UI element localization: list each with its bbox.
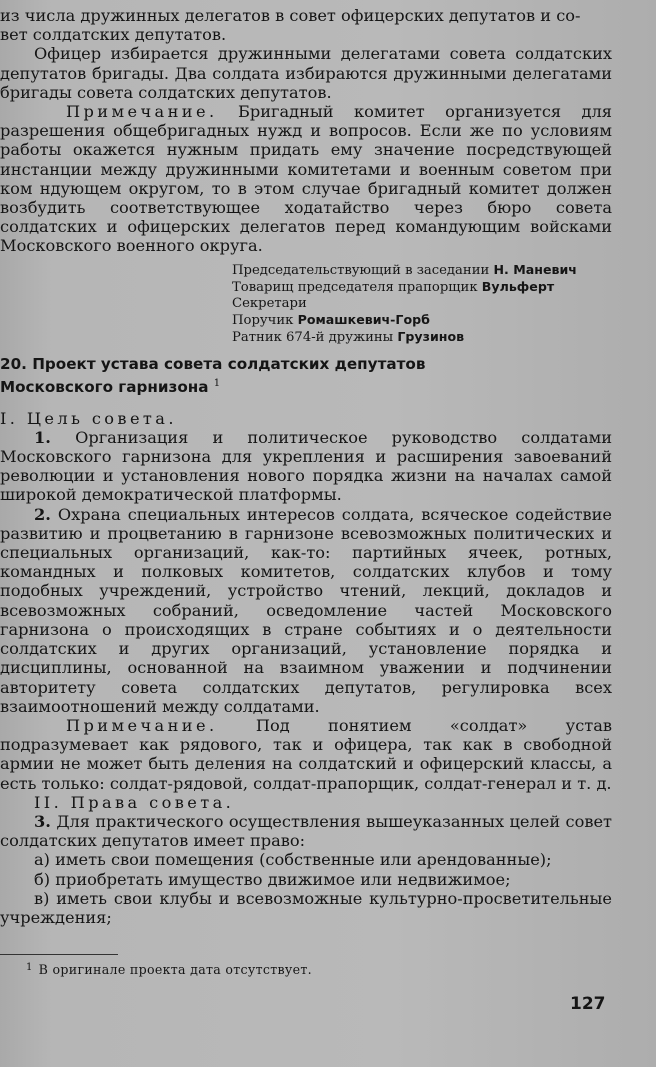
- note-text: Под понятием «солдат» устав подразумевает как рядового, так и офицера, так как в свободной армии не может быть деления на солдатский и офицерский классы, а есть только: солдат-рядовой, солдат-прапорщик, солдат-генерал и т. д.: [0, 715, 612, 793]
- page-text: [0, 6, 612, 927]
- clause-text: Организация и политическое руководство солдатами Московского гарнизона для укрепления и расширения завоеваний революции и установления нового порядка жизни на началах самой широкой демократической платформы.: [0, 427, 612, 505]
- page-number: 127: [570, 994, 606, 1014]
- document-title: [0, 355, 612, 397]
- officer-paragraph: Офицер избирается дружинными делегатами совета солдатских депутатов бригады. Два солдата избираются дружинными делегатами бригады совета солдатских депутатов.: [0, 44, 612, 102]
- signature-block: [232, 262, 612, 347]
- note-label: Примечание.: [66, 102, 218, 122]
- clause-3: [0, 812, 612, 850]
- continuation-line-2: вет солдатских депутатов.: [0, 25, 227, 45]
- signature-name: Грузинов: [397, 329, 465, 345]
- signature-role: Председательствующий в заседании: [232, 262, 490, 278]
- signature-name: Вульферт: [481, 278, 555, 294]
- signature-line: [232, 329, 612, 346]
- footnote-mark: 1: [26, 962, 33, 973]
- continuation-text: [0, 6, 612, 44]
- clause-1: [0, 428, 612, 505]
- signature-line: [232, 262, 612, 279]
- section-heading-text: I. Цель совета.: [0, 408, 177, 428]
- clause-text: Для практического осуществления вышеуказанных целей совет солдатских депутатов имеет право:: [0, 811, 612, 851]
- sub-item: в) иметь свои клубы и всевозможные культурно-просветительные учреждения;: [0, 888, 612, 927]
- clause-2: [0, 505, 612, 716]
- clause-text: Охрана специальных интересов солдата, всяческое содействие развитию и процветанию в гарнизоне всевозможных политических и специальных организаций, как-то: партийных ячеек, ротных, командных и полковых комитетов, солдатских клубов и тому подобных учреждений, устройство чтений, лекций, докладов и всевозможных собраний, осведомление частей Московского гарнизона о происходящих в стране событиях и о деятельности солдатских и других организаций, установление порядка и дисциплины, основанной на взаимном уважении и подчинении авторитету совета солдатских депутатов, регулировка всех взаимоотношений между солдатами.: [0, 504, 612, 716]
- sub-item: б) приобретать имущество движимое или недвижимое;: [34, 869, 511, 889]
- clause-number: 2.: [34, 504, 51, 524]
- document-title-line-1: 20. Проект устава совета солдатских депутатов: [0, 354, 426, 373]
- note-label: Примечание.: [66, 715, 218, 735]
- note-soldier-definition: [0, 716, 612, 793]
- document-title-line-2: Московского гарнизона: [0, 377, 209, 396]
- signature-name: Н. Маневич: [493, 261, 577, 277]
- signature-role: Товарищ председателя прапорщик: [232, 279, 478, 295]
- note-text: Бригадный комитет организуется для разрешения общебригадных нужд и вопросов. Если же по условиям работы окажется нужным придать ему значение посредствующей инстанции между дружинными комитетами и военным советом при ком ндующем округом, то в этом случае бригадный комитет должен возбудить соответствующее ходатайство через бюро совета солдатских и офицерских делегатов перед командующим войсками Московского военного округа.: [0, 102, 612, 256]
- footnote-text: В оригинале проекта дата отсутствует.: [38, 962, 312, 977]
- signature-role: Поручик: [232, 313, 294, 329]
- signature-name: Ромашкевич-Горб: [297, 312, 430, 328]
- footnote: [26, 962, 312, 977]
- sub-item: а) иметь свои помещения (собственные или арендованные);: [34, 850, 552, 870]
- section-heading-goal: [0, 409, 612, 428]
- clause-number: 1.: [34, 427, 51, 447]
- signature-line: [232, 296, 612, 312]
- signature-line: [232, 279, 612, 296]
- footnote-divider: [0, 954, 118, 955]
- section-heading-rights: [0, 793, 612, 812]
- footnote-reference: 1: [213, 377, 221, 389]
- continuation-line-1: из числа дружинных делегатов в совет офицерских депутатов и со-: [0, 6, 581, 25]
- clause-number: 3.: [34, 811, 51, 831]
- note-brigade-committee: [0, 102, 612, 256]
- signature-role: Секретари: [232, 296, 307, 312]
- signature-role: Ратник 674-й дружины: [232, 330, 394, 346]
- signature-line: [232, 312, 612, 329]
- section-heading-text: II. Права совета.: [34, 792, 235, 812]
